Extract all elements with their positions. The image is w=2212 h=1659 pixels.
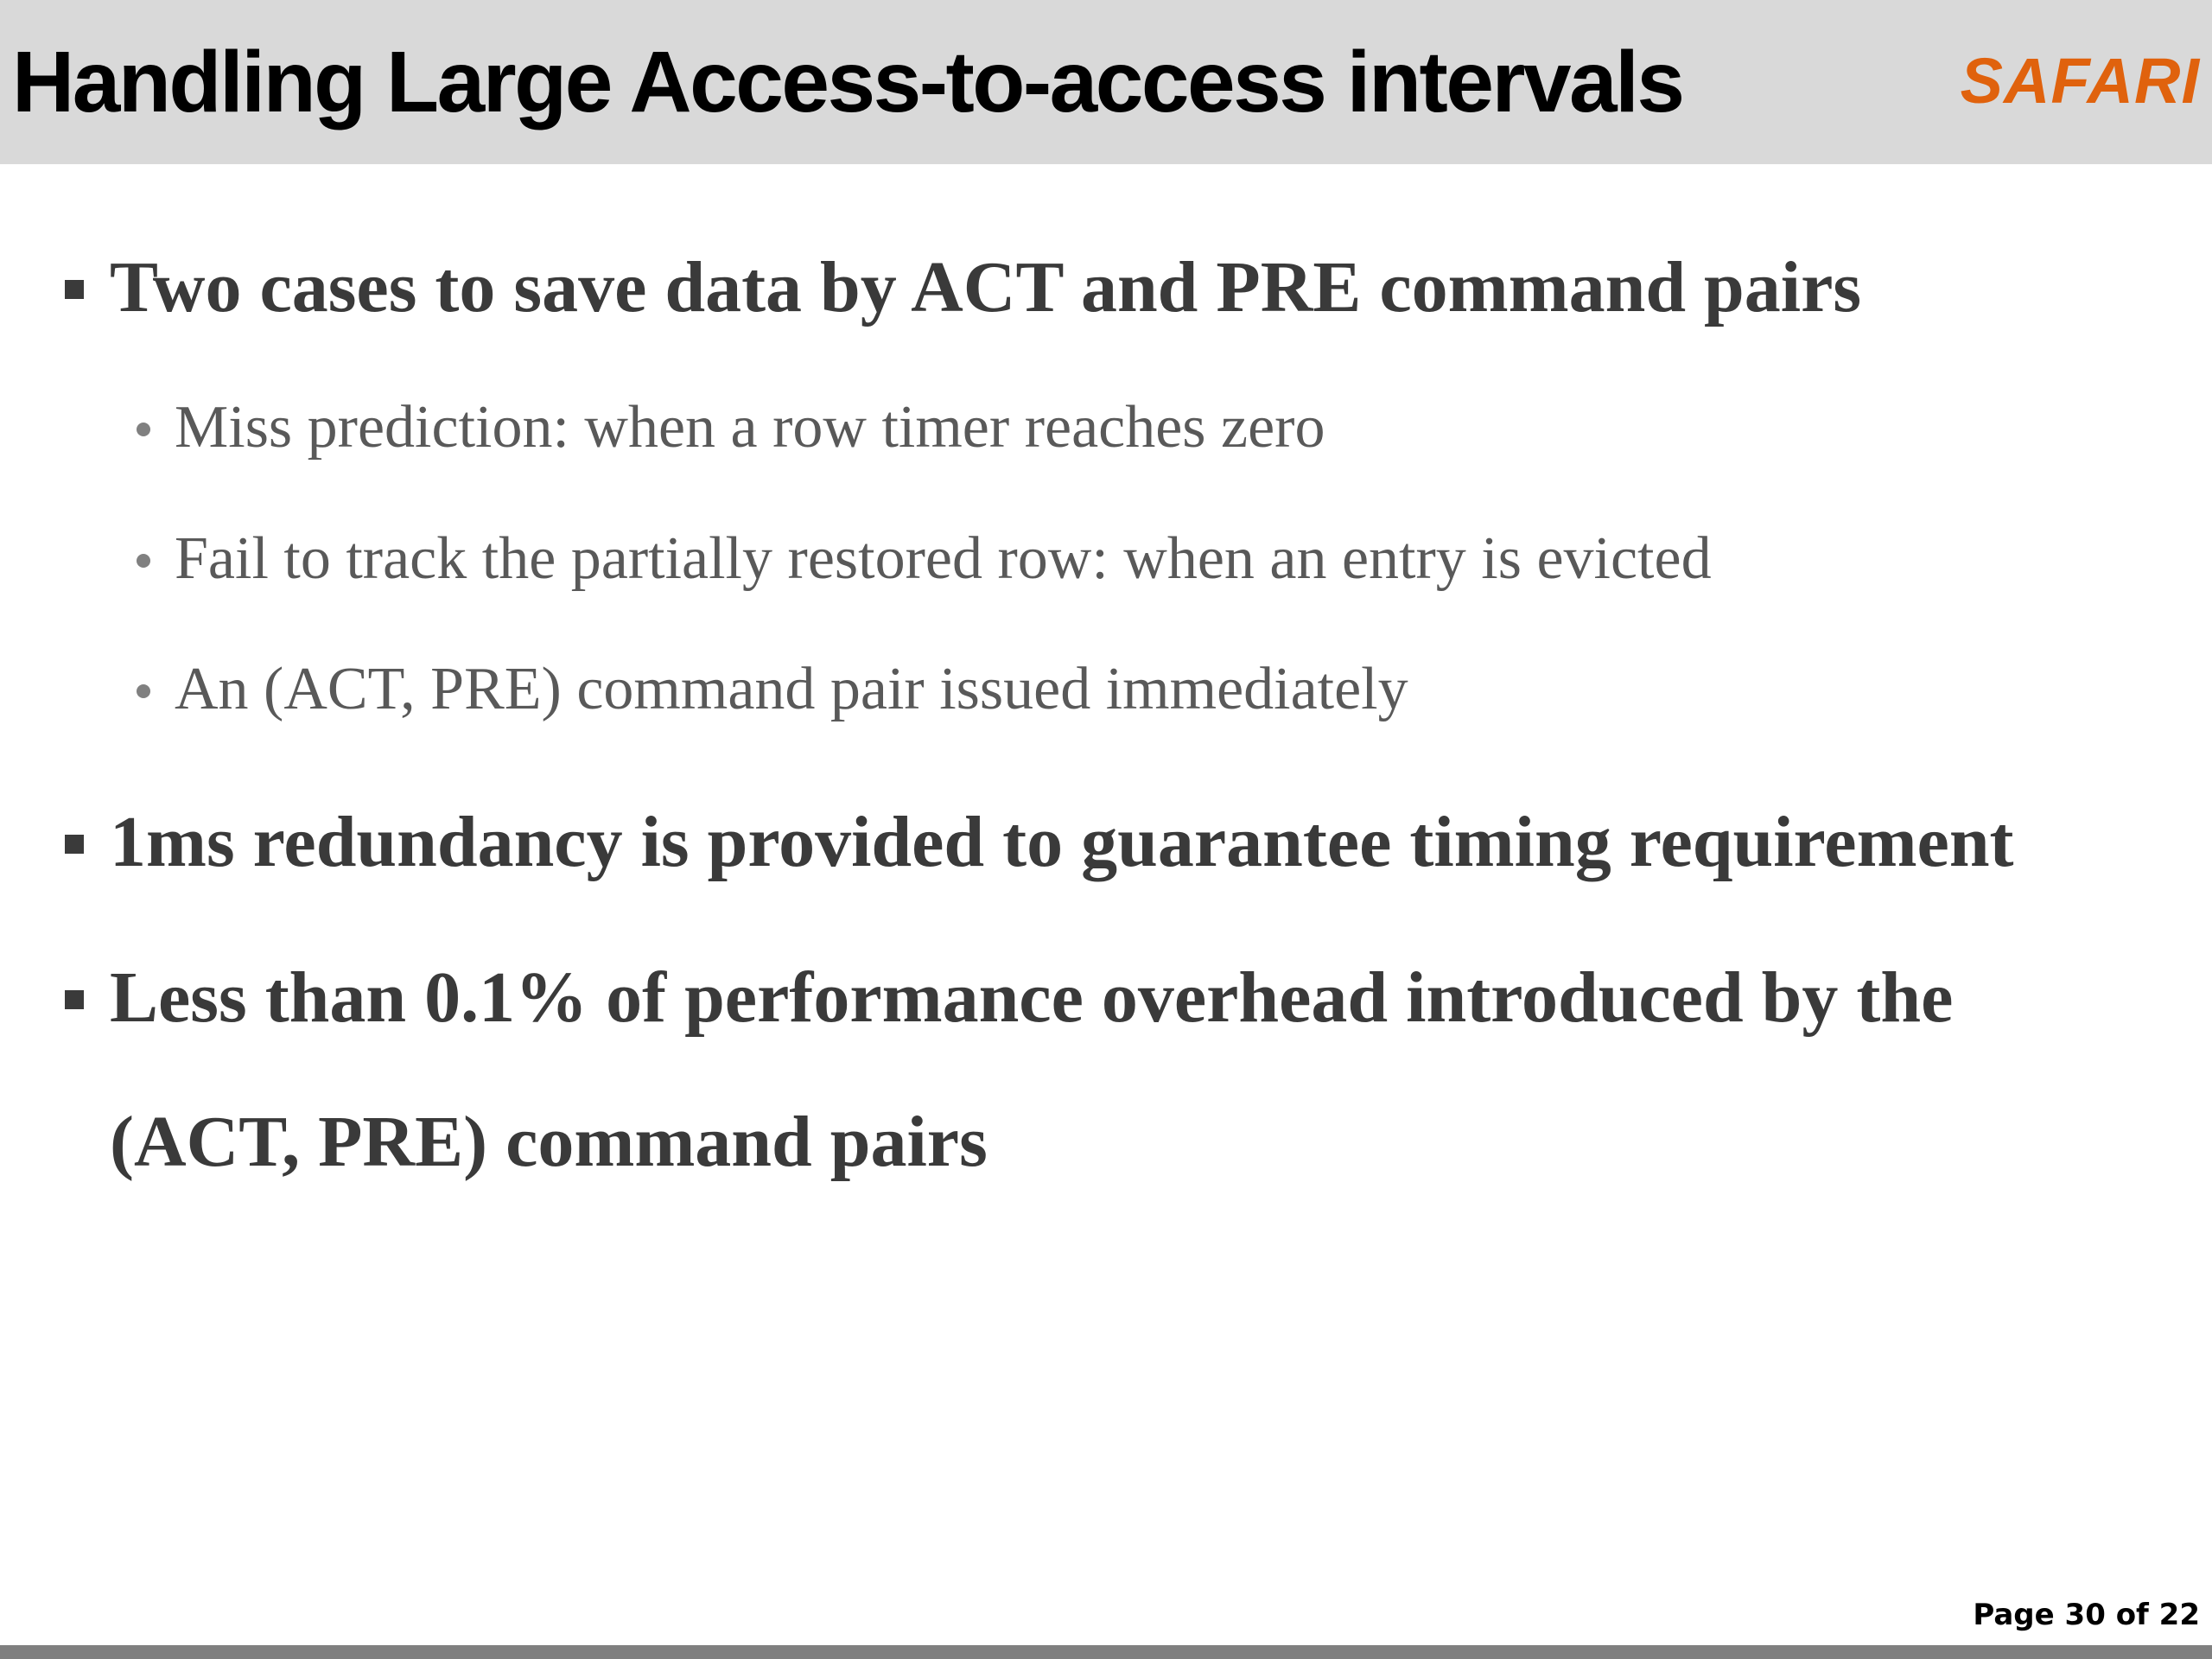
title-bar xyxy=(0,0,2212,164)
round-bullet-icon xyxy=(137,554,150,568)
square-bullet-icon xyxy=(65,280,84,299)
bullet-text: Less than 0.1% of performance overhead introduced by the xyxy=(110,957,1954,1038)
square-bullet-icon xyxy=(65,990,84,1009)
subbullet-text: Miss prediction: when a row timer reaches zero xyxy=(175,394,1325,461)
bullet-text: Two cases to save data by ACT and PRE command pairs xyxy=(110,247,1862,327)
subbullet-item xyxy=(175,393,1325,462)
square-bullet-icon xyxy=(65,835,84,854)
round-bullet-icon xyxy=(137,684,150,698)
bullet-continuation: (ACT, PRE) command pairs xyxy=(110,1102,988,1182)
bullet-item xyxy=(110,249,1861,327)
subbullet-item xyxy=(175,655,1408,724)
bullet-item xyxy=(110,804,2014,881)
bullet-item xyxy=(110,959,1953,1037)
subbullet-item xyxy=(175,524,1712,594)
bullet-text: 1ms redundancy is provided to guarantee timing requirement xyxy=(110,802,2014,882)
safari-logo: SAFARI xyxy=(1960,45,2200,117)
slide-title: Handling Large Access-to-access intervals xyxy=(12,34,1683,130)
subbullet-text: An (ACT, PRE) command pair issued immediately xyxy=(175,656,1408,722)
page-number: Page 30 of 22 xyxy=(1973,1598,2200,1632)
subbullet-text: Fail to track the partially restored row: when an entry is evicted xyxy=(175,525,1712,592)
footer-divider xyxy=(0,1645,2212,1659)
round-bullet-icon xyxy=(137,423,150,436)
